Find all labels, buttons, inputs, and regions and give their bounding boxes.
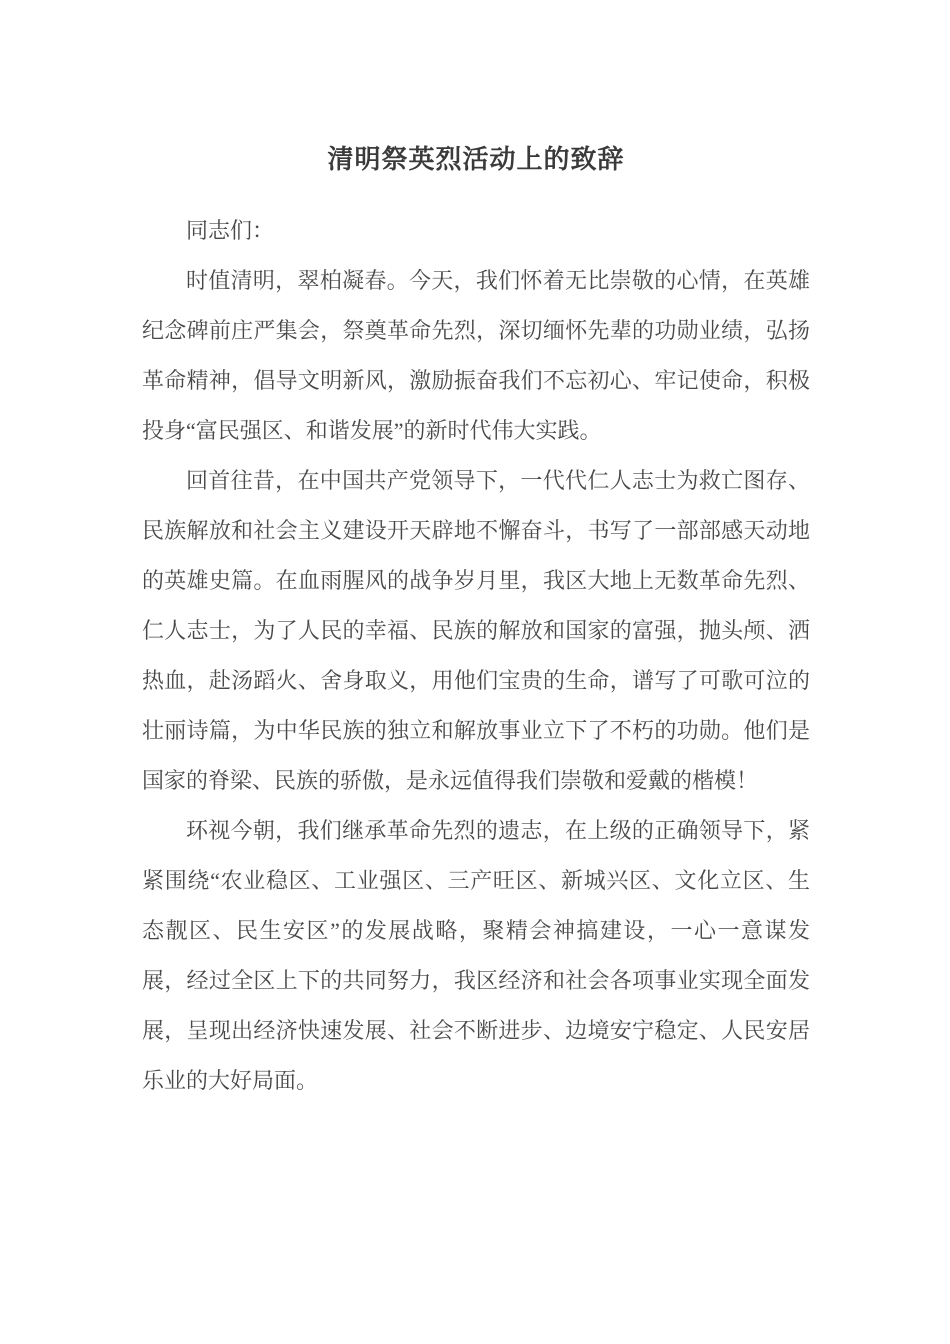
paragraph-opening: 时值清明，翠柏凝春。今天，我们怀着无比崇敬的心情，在英雄纪念碑前庄严集会，祭奠革命先烈，深切缅怀先辈的功勋业绩，弘扬革命精神，倡导文明新风，激励振奋我们不忘初心、牢记使命，积极投身“富民强区、和谐发展”的新时代伟大实践。	[142, 268, 810, 443]
paragraph-salutation: 同志们：	[186, 218, 275, 243]
document-body	[142, 206, 810, 1106]
paragraph-present: 环视今朝，我们继承革命先烈的遗志，在上级的正确领导下，紧紧围绕“农业稳区、工业强区、三产旺区、新城兴区、文化立区、生态靓区、民生安区”的发展战略，聚精会神搞建设，一心一意谋发展，经过全区上下的共同努力，我区经济和社会各项事业实现全面发展，呈现出经济快速发展、社会不断进步、边境安宁稳定、人民安居乐业的大好局面。	[142, 818, 810, 1093]
paragraph-history: 回首往昔，在中国共产党领导下，一代代仁人志士为救亡图存、民族解放和社会主义建设开天辟地不懈奋斗，书写了一部部感天动地的英雄史篇。在血雨腥风的战争岁月里，我区大地上无数革命先烈、仁人志士，为了人民的幸福、民族的解放和国家的富强，抛头颅、洒热血，赴汤蹈火、舍身取义，用他们宝贵的生命，谱写了可歌可泣的壮丽诗篇，为中华民族的独立和解放事业立下了不朽的功勋。他们是国家的脊梁、民族的骄傲，是永远值得我们崇敬和爱戴的楷模！	[142, 468, 810, 793]
document-title: 清明祭英烈活动上的致辞	[327, 145, 625, 174]
